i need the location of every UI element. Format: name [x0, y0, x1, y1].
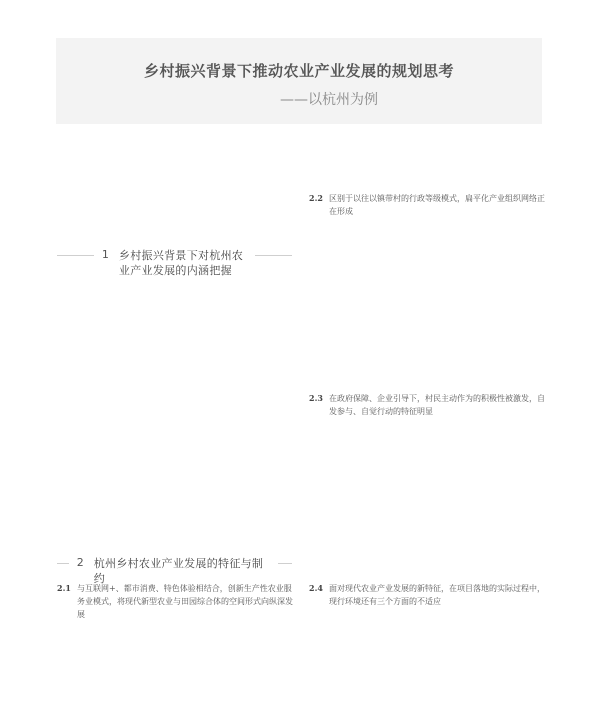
title-banner — [56, 38, 542, 124]
heading-number: 2 — [76, 556, 84, 569]
heading-rule-left — [57, 255, 94, 256]
heading-number: 1 — [101, 248, 109, 261]
heading-text: 乡村振兴背景下对杭州农业产业发展的内涵把握 — [118, 249, 244, 277]
subsection-number: 2.3 — [309, 393, 323, 403]
subsection-text: 在政府保障、企业引导下，村民主动作为的积极性被激发，自发参与、自觉行动的特征明显 — [329, 394, 545, 416]
heading-rule-right — [255, 255, 292, 256]
subsection-2-2 — [309, 192, 545, 218]
page-subtitle: ——以杭州为例 — [280, 92, 378, 108]
page-title: 乡村振兴背景下推动农业产业发展的规划思考 — [143, 62, 454, 80]
section-heading-1 — [57, 248, 292, 278]
heading-rule-right — [278, 563, 292, 564]
subsection-2-1 — [57, 582, 293, 621]
heading-rule-left — [57, 563, 69, 564]
subsection-2-4 — [309, 582, 545, 608]
subsection-text: 与互联网+、都市消费、特色体验相结合，创新生产性农业服务业模式，将现代新型农业与田园综合体的空间形式向纵深发展 — [77, 584, 293, 619]
subsection-2-3 — [309, 392, 545, 418]
subsection-number: 2.4 — [309, 583, 323, 593]
subsection-text: 区别于以往以镇带村的行政等级模式，扁平化产业组织网络正在形成 — [329, 194, 545, 216]
heading-text: 杭州乡村农业产业发展的特征与制约 — [93, 557, 264, 585]
subsection-text: 面对现代农业产业发展的新特征，在项目落地的实际过程中，现行环境还有三个方面的不适应 — [329, 584, 545, 606]
subsection-number: 2.1 — [57, 583, 71, 593]
subsection-number: 2.2 — [309, 193, 323, 203]
